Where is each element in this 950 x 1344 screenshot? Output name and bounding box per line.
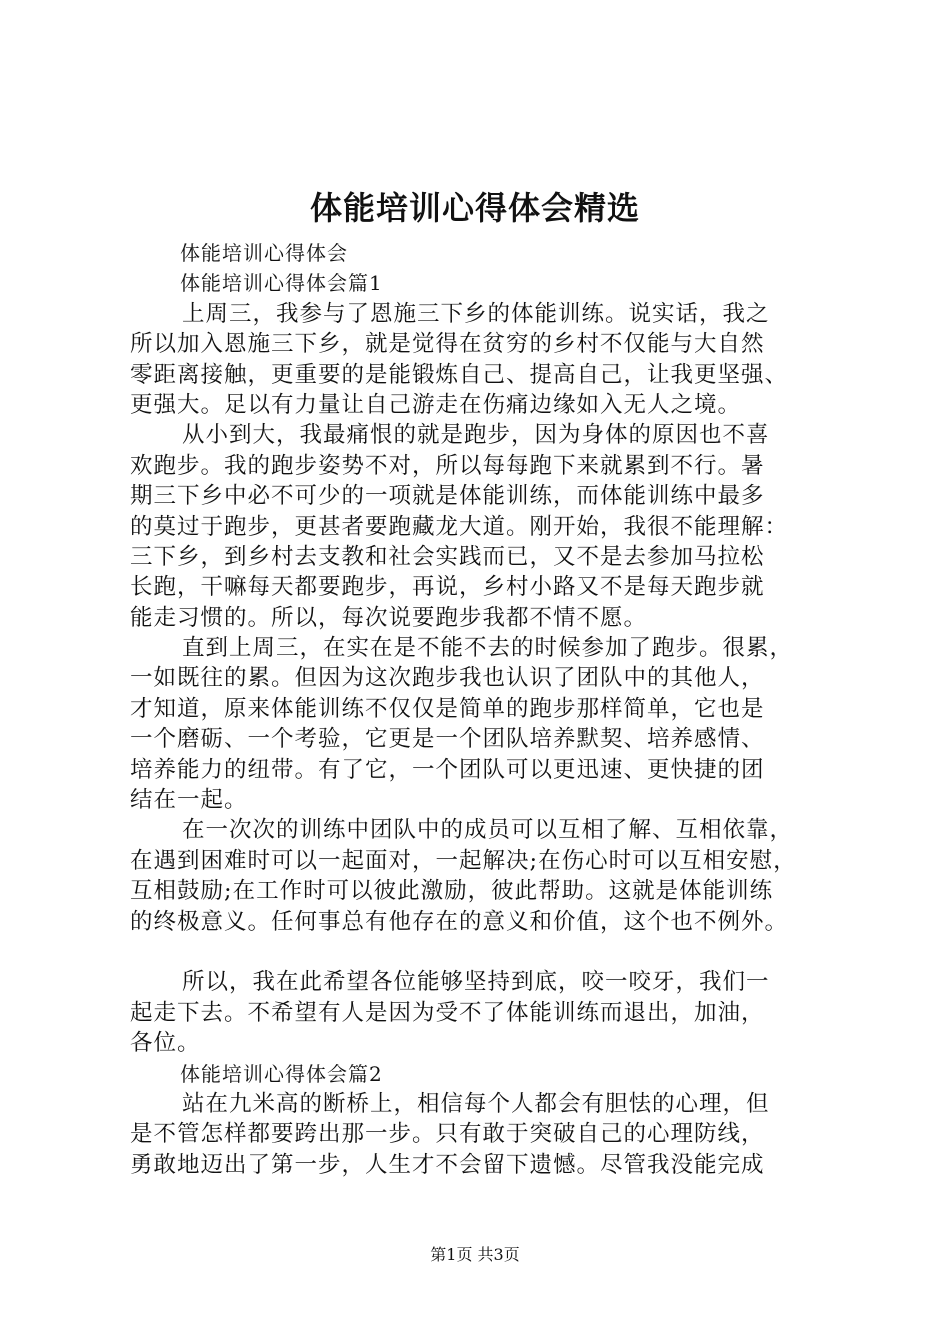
text-line: 直到上周三，在实在是不能不去的时候参加了跑步。很累， <box>182 635 794 662</box>
text-line: 是不管怎样都要跨出那一步。只有敢于突破自己的心理防线， <box>130 1121 765 1148</box>
text-line: 所以，我在此希望各位能够坚持到底，咬一咬牙，我们一 <box>182 969 770 996</box>
text-line: 一如既往的累。但因为这次跑步我也认识了团队中的其他人， <box>130 665 765 692</box>
text-line: 各位。 <box>130 1030 201 1057</box>
text-line: 上周三，我参与了恩施三下乡的体能训练。说实话，我之 <box>182 300 770 327</box>
text-line: 结在一起。 <box>130 787 248 814</box>
page-footer: 第1页 共3页 <box>430 1245 520 1264</box>
text-line: 站在九米高的断桥上，相信每个人都会有胆怯的心理，但 <box>182 1090 770 1117</box>
text-line: 更强大。足以有力量让自己游走在伤痛边缘如入无人之境。 <box>130 391 742 418</box>
text-line: 零距离接触，更重要的是能锻炼自己、提高自己，让我更坚强、 <box>130 361 789 388</box>
section-heading: 体能培训心得体会篇1 <box>180 271 383 296</box>
text-line: 才知道，原来体能训练不仅仅是简单的跑步那样简单，它也是 <box>130 695 765 722</box>
document-body <box>130 238 850 1180</box>
text-line: 在遇到困难时可以一起面对，一起解决;在伤心时可以互相安慰， <box>130 847 797 874</box>
text-line: 在一次次的训练中团队中的成员可以互相了解、互相依靠， <box>182 817 794 844</box>
page-title: 体能培训心得体会精选 <box>309 189 640 227</box>
text-line: 一个磨砺、一个考验，它更是一个团队培养默契、培养感情、 <box>130 726 765 753</box>
text-line: 所以加入恩施三下乡，就是觉得在贫穷的乡村不仅能与大自然 <box>130 331 765 358</box>
text-line: 从小到大，我最痛恨的就是跑步，因为身体的原因也不喜 <box>182 422 770 449</box>
text-line: 勇敢地迈出了第一步，人生才不会留下遗憾。尽管我没能完成 <box>130 1151 765 1178</box>
blank-line <box>130 937 850 967</box>
section-heading: 体能培训心得体会 <box>180 241 348 265</box>
text-line: 的莫过于跑步，更甚者要跑藏龙大道。刚开始，我很不能理解： <box>130 513 789 540</box>
text-line: 欢跑步。我的跑步姿势不对，所以每每跑下来就累到不行。暑 <box>130 452 765 479</box>
text-line: 长跑，干嘛每天都要跑步，再说，乡村小路又不是每天跑步就 <box>130 574 765 601</box>
text-line: 期三下乡中必不可少的一项就是体能训练，而体能训练中最多 <box>130 483 765 510</box>
text-line: 能走习惯的。所以，每次说要跑步我都不情不愿。 <box>130 604 648 631</box>
text-line: 起走下去。不希望有人是因为受不了体能训练而退出，加油， <box>130 999 765 1026</box>
text-line: 的终极意义。任何事总有他存在的意义和价值，这个也不例外。 <box>130 908 789 935</box>
section-heading: 体能培训心得体会篇2 <box>180 1061 383 1086</box>
text-line: 互相鼓励;在工作时可以彼此激励，彼此帮助。这就是体能训练 <box>130 878 774 905</box>
text-line: 培养能力的纽带。有了它，一个团队可以更迅速、更快捷的团 <box>130 756 765 783</box>
text-line: 三下乡，到乡村去支教和社会实践而已，又不是去参加马拉松 <box>130 543 765 570</box>
